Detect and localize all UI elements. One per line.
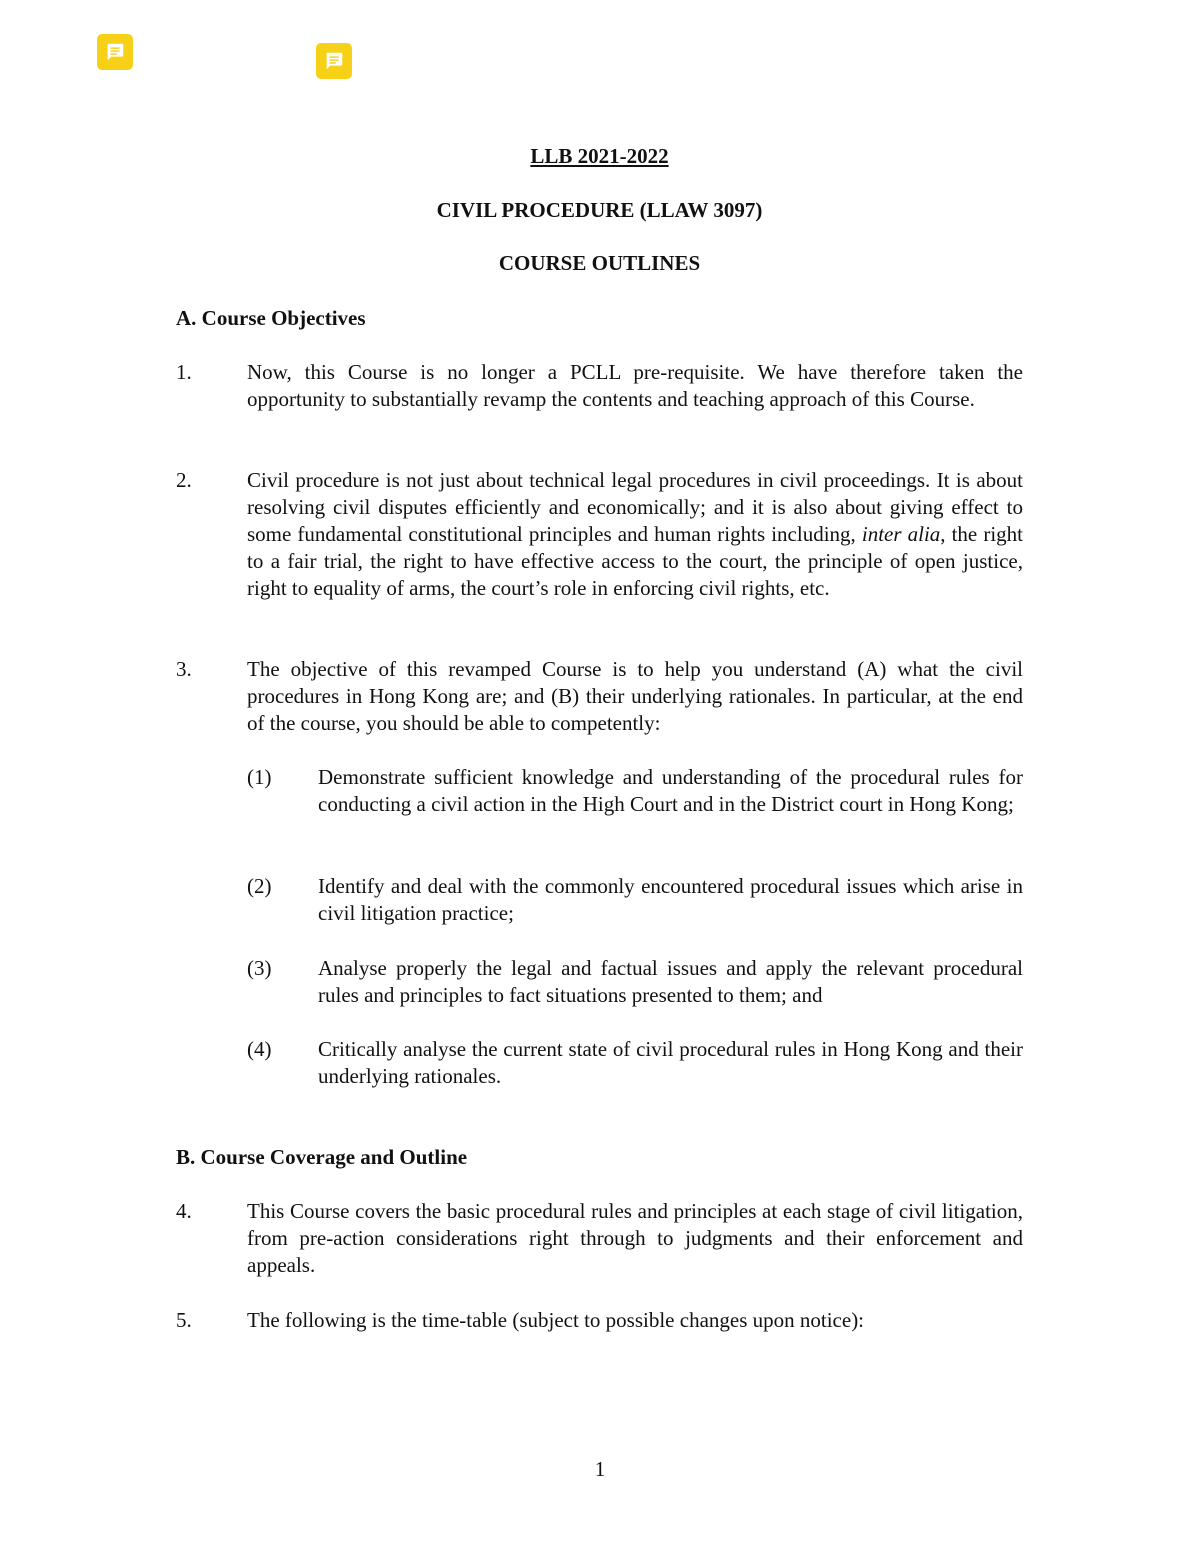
course-title: CIVIL PROCEDURE (LLAW 3097) <box>436 198 763 222</box>
comment-icon[interactable] <box>316 43 352 79</box>
item-text: Now, this Course is no longer a PCLL pre-requisite. We have therefore taken the opportunity to substantially revamp the contents and teaching approach of this Course. <box>247 360 1023 411</box>
item-number: 2. <box>176 468 192 492</box>
item-text: The following is the time-table (subject to possible changes upon notice): <box>247 1308 865 1332</box>
sub-item-text: Analyse properly the legal and factual issues and apply the relevant procedural rules and principles to fact situations presented to them; and <box>318 956 1023 1007</box>
sub-item-number: (4) <box>247 1037 272 1061</box>
section-b-heading: B. Course Coverage and Outline <box>176 1145 468 1169</box>
page-number: 1 <box>594 1457 606 1481</box>
document-title: COURSE OUTLINES <box>498 251 701 275</box>
item-number: 4. <box>176 1199 192 1223</box>
comment-glyph <box>104 41 126 63</box>
sub-item-text: Identify and deal with the commonly encountered procedural issues which arise in civil litigation practice; <box>318 874 1023 925</box>
item-text: The objective of this revamped Course is to help you understand (A) what the civil procedures in Hong Kong are; and (B) their underlying rationales. In particular, at the end of the course, you should be able to competently: <box>247 657 1023 735</box>
sub-item-text: Critically analyse the current state of civil procedural rules in Hong Kong and their underlying rationales. <box>318 1037 1023 1088</box>
header-year: LLB 2021-2022 <box>530 144 669 168</box>
italic-term: inter alia <box>861 522 941 546</box>
item-number: 3. <box>176 657 192 681</box>
item-number: 1. <box>176 360 192 384</box>
sub-item-text: Demonstrate sufficient knowledge and understanding of the procedural rules for conducting a civil action in the High Court and in the District court in Hong Kong; <box>318 765 1023 816</box>
sub-item-number: (1) <box>247 765 272 789</box>
item-text: This Course covers the basic procedural rules and principles at each stage of civil litigation, from pre-action considerations right through to judgments and their enforcement and appeals. <box>247 1199 1023 1277</box>
item-number: 5. <box>176 1308 192 1332</box>
comment-icon[interactable] <box>97 34 133 70</box>
section-a-heading: A. Course Objectives <box>176 306 366 330</box>
comment-glyph <box>323 50 345 72</box>
sub-item-number: (2) <box>247 874 272 898</box>
sub-item-number: (3) <box>247 956 272 980</box>
item-text: Civil procedure is not just about technical legal procedures in civil proceedings. It is about resolving civil disputes efficiently and economically; and it is also about giving effect to some fundamental constitutional principles and human rights including, inter alia, the right to a fair trial, the right to have effective access to the court, the principle of open justice, right to equality of arms, the court’s role in enforcing civil rights, etc. <box>247 468 1023 600</box>
